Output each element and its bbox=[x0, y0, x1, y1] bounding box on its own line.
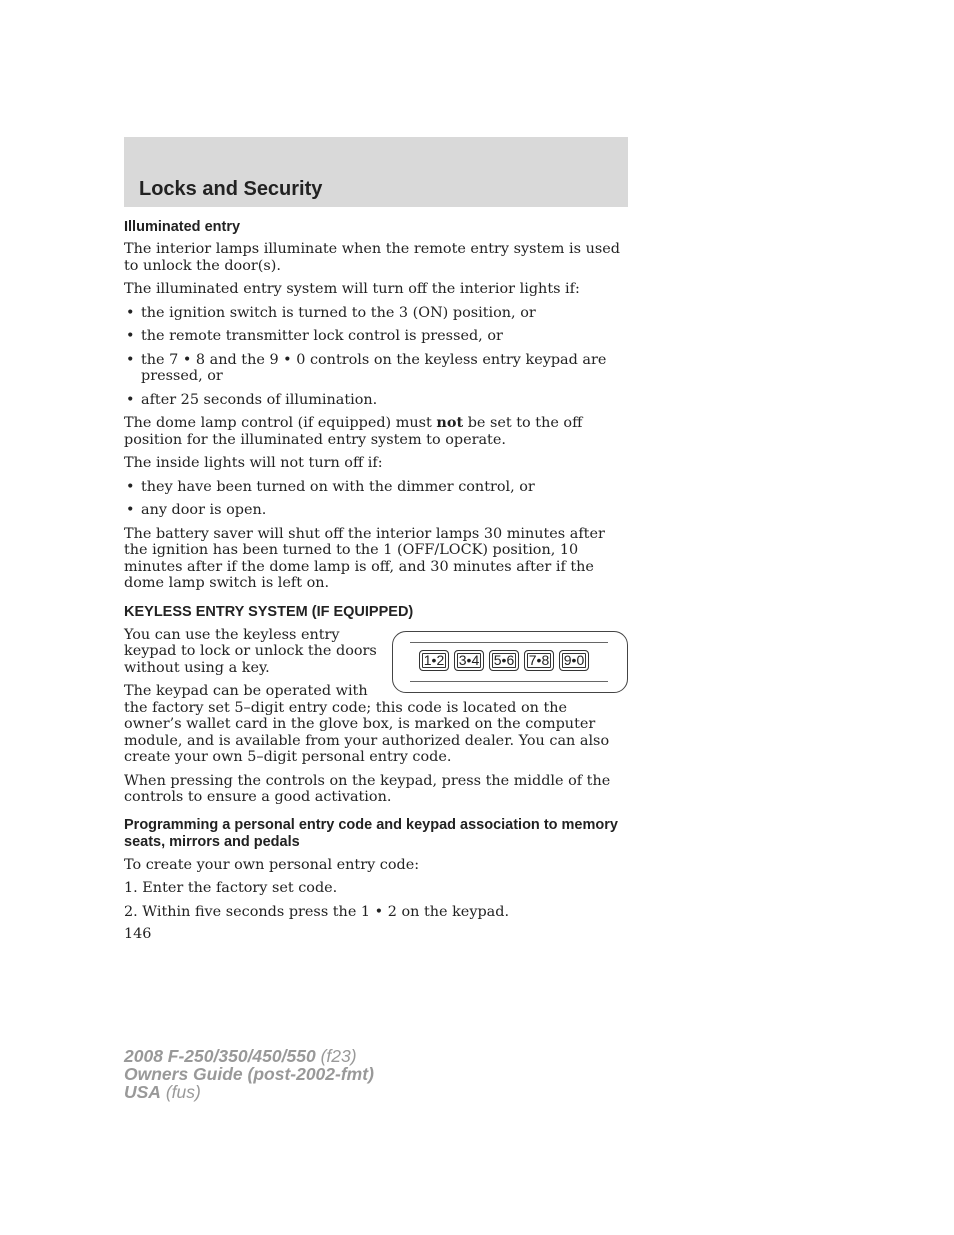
paragraph: When pressing the controls on the keypad, press the middle of the controls to ensure a good activation. bbox=[124, 772, 611, 805]
bullet-icon: • bbox=[126, 502, 135, 518]
heading-programming: Programming a personal entry code and keypad association to memory seats, mirrors and pedals bbox=[124, 816, 618, 850]
bullet-icon: • bbox=[126, 304, 135, 321]
keypad-key-7-8: 7•8 bbox=[524, 650, 554, 671]
paragraph: The inside lights will not turn off if: bbox=[124, 455, 383, 471]
page-number: 146 bbox=[124, 926, 152, 942]
list-item: • any door is open. bbox=[126, 502, 267, 518]
bullet-icon: • bbox=[126, 391, 135, 408]
document-footer bbox=[124, 1047, 374, 1101]
paragraph-dome-lamp: The dome lamp control (if equipped) must not be set to the off position for the illuminated entry system to operate. bbox=[124, 414, 583, 448]
step-item: 1. Enter the factory set code. bbox=[124, 880, 338, 896]
bullet-icon: • bbox=[126, 351, 135, 368]
list-item: • they have been turned on with the dimmer control, or bbox=[126, 478, 535, 495]
list-item: • after 25 seconds of illumination. bbox=[126, 391, 378, 408]
list-item: • the 7 • 8 and the 9 • 0 controls on the keyless entry keypad are pressed, or bbox=[126, 351, 607, 384]
keypad-bottom-line bbox=[410, 681, 608, 682]
page-content bbox=[124, 219, 628, 927]
footer-line-model: 2008 F-250/350/450/550 (f23) bbox=[124, 1046, 357, 1066]
keypad-key-9-0: 9•0 bbox=[559, 650, 589, 671]
heading-keyless-entry: KEYLESS ENTRY SYSTEM (IF EQUIPPED) bbox=[124, 603, 414, 620]
paragraph: The illuminated entry system will turn off the interior lights if: bbox=[124, 281, 580, 297]
bullet-icon: • bbox=[126, 478, 135, 495]
keypad-key-5-6: 5•6 bbox=[489, 650, 519, 671]
footer-line-region: USA (fus) bbox=[124, 1082, 201, 1102]
keypad-keys bbox=[419, 650, 589, 671]
section-header-band bbox=[124, 137, 628, 207]
heading-illuminated-entry: Illuminated entry bbox=[124, 219, 241, 235]
paragraph: To create your own personal entry code: bbox=[124, 856, 420, 873]
step-item: 2. Within five seconds press the 1 • 2 on the keypad. bbox=[124, 903, 510, 920]
paragraph: The interior lamps illuminate when the remote entry system is used to unlock the door(s). bbox=[124, 241, 620, 274]
emphasis-not: not bbox=[436, 414, 464, 431]
list-item: • the remote transmitter lock control is pressed, or bbox=[126, 328, 503, 344]
paragraph: The battery saver will shut off the interior lamps 30 minutes after the ignition has been turned to the 1 (OFF/LOCK) position, 10 minutes after if the dome lamp is off, and 30 minutes after if the dome lamp switch is left on. bbox=[124, 525, 605, 591]
footer-line-guide: Owners Guide (post-2002-fmt) bbox=[124, 1064, 374, 1084]
keypad-illustration bbox=[392, 631, 628, 693]
list-item: • the ignition switch is turned to the 3 (ON) position, or bbox=[126, 304, 536, 321]
keypad-top-line bbox=[410, 642, 608, 643]
section-title: Locks and Security bbox=[139, 178, 323, 200]
keypad-key-3-4: 3•4 bbox=[454, 650, 484, 671]
paragraph: The keypad can be operated with the factory set 5–digit entry code; this code is located on the owner’s wallet card in the glove box, is marked on the computer module, and is available from your authorized dealer. You can also create your own 5–digit personal entry code. bbox=[124, 683, 610, 765]
paragraph: You can use the keyless entry keypad to lock or unlock the doors without using a key. bbox=[124, 626, 377, 676]
bullet-icon: • bbox=[126, 328, 135, 344]
keypad-key-1-2: 1•2 bbox=[419, 650, 449, 671]
